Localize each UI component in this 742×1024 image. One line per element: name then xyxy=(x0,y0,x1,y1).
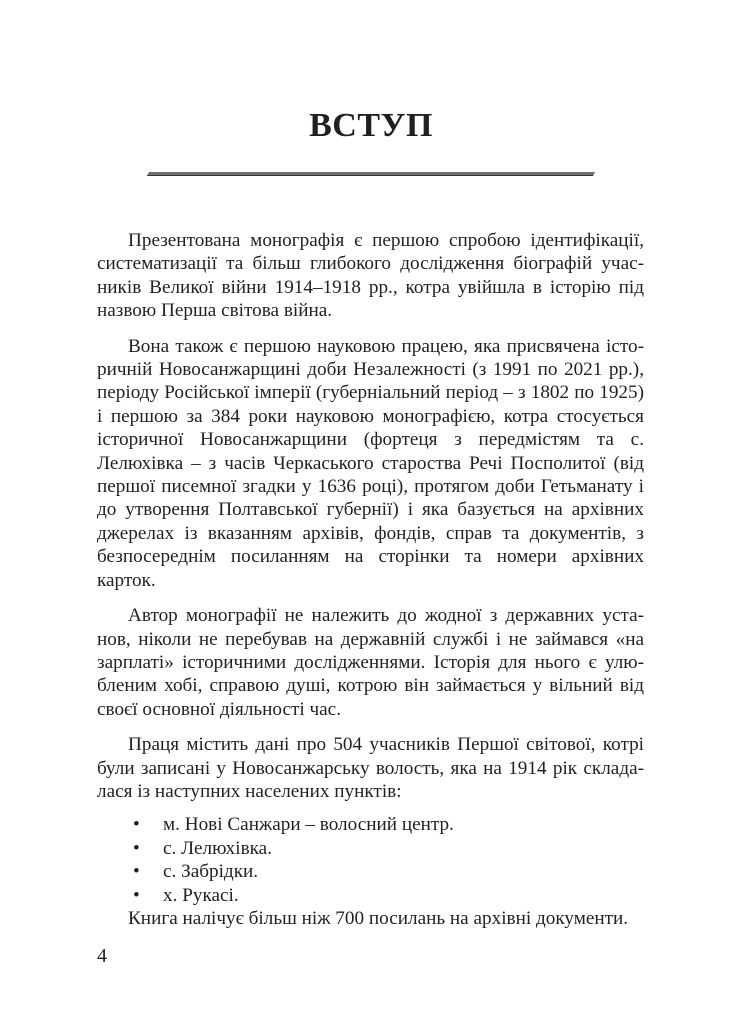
list-item xyxy=(97,860,644,883)
settlement-list xyxy=(97,813,644,907)
settlement-name: х. Рукасі. xyxy=(163,884,239,906)
list-item xyxy=(97,884,644,907)
title-underline-rule xyxy=(147,172,595,176)
paragraph-scope: Вона також є першою науковою працею, яка присвячена історичній Новосанжарщині доби Незалежності (з 1991 по 2021 рр.), періоду Російської імперії (губерніальний період – з 1802 по 1925) і першою за 384 роки науковою монографією, котра стосується історичної Новосанжарщини (фортеця з передмістям та с. Лелюхівка – з часів Черкаського староства Речі Посполитої (від першої писемної згадки у 1636 році), протягом доби Гетьманату і до утворення Полтавської губернії) і яка базується на архівних джерелах із вказанням архівів, фондів, справ та документів, з безпосереднім посиланням на сторінки та номери архівних карток. xyxy=(97,335,644,591)
list-item xyxy=(97,837,644,860)
paragraph-intro: Презентована монографія є першою спробою ідентифікації, систематизації та більш глибокого дослідження біографій учасників Великої війни 1914–1918 рр., котра увійшла в історію під назвою Перша світова війна. xyxy=(97,230,644,322)
closing-sentence: Книга налічує більш ніж 700 посилань на архівні документи. xyxy=(128,907,629,929)
body-text xyxy=(97,229,644,930)
page-number: 4 xyxy=(97,945,107,967)
settlement-name: с. Лелюхівка. xyxy=(163,837,272,859)
paragraph-content: Праця містить дані про 504 учасників Першої світової, котрі були записані у Новосанжарську волость, яка на 1914 рік складалася із наступних населених пунктів: xyxy=(97,734,644,802)
bullet-icon: • xyxy=(133,884,140,906)
page-title: ВСТУП xyxy=(309,107,433,144)
bullet-icon: • xyxy=(133,837,140,859)
settlement-name: с. Забрідки. xyxy=(163,861,259,883)
settlement-name: м. Нові Санжари – волосний центр. xyxy=(163,814,454,836)
list-item xyxy=(97,813,644,836)
paragraph-author: Автор монографії не належить до жодної з державних установ, ніколи не перебував на державній службі і не займався «на зарплаті» історичними дослідженнями. Історія для нього є улюбленим хобі, справою душі, котрою він займається у вільний від своєї основної діяльності час. xyxy=(97,605,644,720)
bullet-icon: • xyxy=(133,861,140,883)
bullet-icon: • xyxy=(133,814,140,836)
